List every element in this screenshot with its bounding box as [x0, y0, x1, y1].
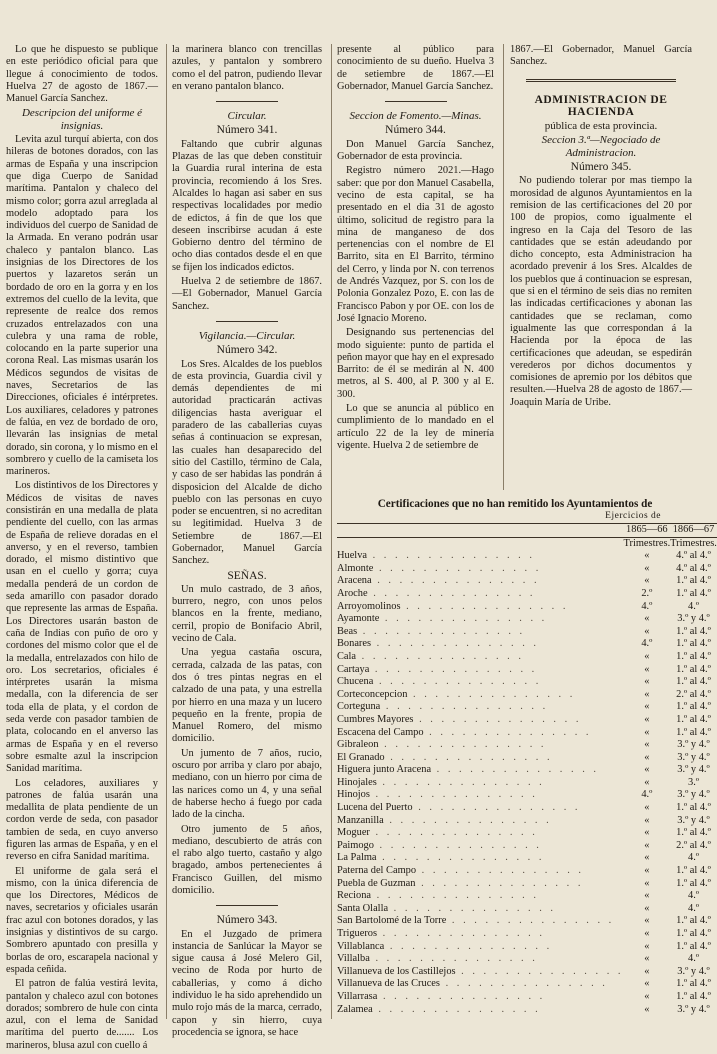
quarter-1865-66: «: [644, 990, 650, 1002]
column-2: [172, 44, 322, 1041]
quarter-1866-67: 3.º y 4.º: [677, 739, 710, 751]
quarter-1866-67: 4.º: [688, 852, 700, 864]
leader-dots: . . . . . . . . . . . . . . .: [369, 827, 538, 839]
quarter-1866-67: 1.º al 4.º: [676, 676, 711, 688]
quarter-1865-66: «: [644, 751, 650, 763]
table-row: [337, 764, 717, 777]
leader-dots: . . . . . . . . . . . . . . .: [413, 713, 582, 725]
quarter-1866-67: 4.º: [688, 953, 700, 965]
municipality-name: Santa Olalla: [337, 902, 389, 914]
municipality-name: Hinojos: [337, 789, 370, 801]
quarter-1865-66: «: [644, 953, 650, 965]
quarter-1865-66: «: [644, 877, 650, 889]
quarter-1865-66: «: [644, 814, 650, 826]
quarter-1865-66: «: [644, 726, 650, 738]
quarter-1866-67: 1.º al 4.º: [676, 827, 711, 839]
leader-dots: . . . . . . . . . . . . . . .: [431, 764, 599, 776]
leader-dots: . . . . . . . . . . . . . . .: [373, 562, 542, 574]
leader-dots: . . . . . . . . . . . . . . .: [367, 587, 536, 599]
separator: [526, 79, 676, 82]
municipality-name: Almonte: [337, 562, 374, 574]
quarter-1865-66: «: [644, 902, 650, 914]
quarter-1866-67: 4.º: [688, 600, 700, 612]
quarter-1865-66: «: [644, 562, 650, 574]
table-row: [337, 550, 717, 563]
section-title: Seccion de Fomento.—Minas.: [349, 110, 482, 123]
leader-dots: . . . . . . . . . . . . . . .: [373, 839, 542, 851]
municipality-name: Arroyomolinos: [337, 600, 401, 612]
paragraph: Lo que he dispuesto se publique en este periódico oficial para que llegue á conocimiento de todos. Huelva 27 de agosto de 1867.—Manuel García Sanchez.: [6, 44, 158, 105]
table-row: [337, 613, 717, 626]
quarter-1865-66: «: [644, 776, 650, 788]
paragraph: El patron de falúa vestirá levita, pantalon y chaleco azul con botones dorados; sombrero de hule con cinta azul, con el lema de Sanidad marítima del puerto de....... Los marineros, blusa azul con cuello á: [6, 978, 158, 1051]
table-row: [337, 966, 717, 979]
separator: [216, 101, 278, 102]
leader-dots: . . . . . . . . . . . . . . .: [371, 638, 539, 650]
quarter-1865-66: «: [644, 625, 650, 637]
quarter-1865-66: «: [644, 915, 650, 927]
quarter-1865-66: 4.º: [641, 789, 653, 801]
leader-dots: . . . . . . . . . . . . . . .: [455, 965, 624, 977]
quarter-1865-66: 4.º: [641, 638, 653, 650]
table-row: [337, 840, 717, 853]
leader-dots: . . . . . . . . . . . . . . .: [367, 550, 535, 562]
section-title: Seccion 3.ª—Negociado de Administracion.: [541, 134, 661, 159]
table-row: [337, 739, 717, 752]
leader-dots: . . . . . . . . . . . . . . .: [377, 928, 545, 939]
municipality-name: Bonares: [337, 638, 372, 650]
quarter-1866-67: 1.º al 4.º: [676, 701, 711, 713]
paragraph: Lo que se anuncia al público en cumplimiento de lo mandado en el artículo 22 de la ley de minería vigente. Huelva 2 de setiembre de: [337, 403, 494, 451]
section-heading: ADMINISTRACION DE HACIENDA: [534, 93, 668, 118]
municipality-name: Beas: [337, 625, 358, 637]
quarter-1866-67: 1.º al 4.º: [676, 587, 711, 599]
quarter-1865-66: «: [644, 739, 650, 751]
quarter-1866-67: 3.º y 4.º: [677, 764, 710, 776]
table-row: [337, 651, 717, 664]
quarter-1865-66: «: [644, 650, 650, 662]
paragraph: Registro número 2021.—Hago saber: que por don Manuel Casabella, vecino de esta capital, se ha presentado en el dia 31 de agosto último, solicitud de registro para la mina de manganeso de dos pertenencias con el nombre de El Barrito, sita en El Barrito, término del Cerro, y linda por N. con terrenos de Andrés Vazquez, por S. con los de Polonia Gonzalez Pozo, E. con las de Francisco Pabon y por OE. con los de José Ignacio Moreno.: [337, 165, 494, 324]
quarter-1866-67: 2.º al 4.º: [676, 839, 711, 851]
leader-dots: . . . . . . . . . . . . . . .: [439, 978, 608, 990]
column-3: [337, 44, 494, 454]
leader-dots: . . . . . . . . . . . . . . .: [384, 940, 553, 952]
table-row: [337, 626, 717, 639]
municipality-name: Zalamea: [337, 1003, 373, 1015]
quarter-1865-66: «: [644, 713, 650, 725]
quarter-1865-66: «: [644, 865, 650, 877]
quarter-1866-67: 1.º al 4.º: [676, 940, 711, 952]
quarter-1866-67: 1.º al 4.º: [676, 726, 711, 738]
table-body: [337, 550, 717, 1016]
quarter-1866-67: 1.º al 4.º: [676, 713, 711, 725]
table-row: [337, 827, 717, 840]
leader-dots: . . . . . . . . . . . . . . .: [416, 865, 584, 877]
column-divider: [166, 44, 167, 1019]
leader-dots: . . . . . . . . . . . . . . .: [377, 990, 546, 1002]
table-row: [337, 890, 717, 903]
column-subheader: Trimestres.: [670, 537, 717, 549]
quarter-1866-67: 3.º y 4.º: [677, 613, 710, 625]
paragraph: No pudiendo tolerar por mas tiempo la morosidad de algunos Ayuntamientos en la remision de las certificaciones del 20 por 100 de propios, como igualmente el ingreso en la Caja del Tesoro de las cantidades que se están adeudando por dicho concepto, esta Administracion ha acordado prevenir á los Sres. Alcaldes de los pueblos que á continuacion se espresan, que si en el término de seis dias no remiten las indicadas certificaciones y abonan las cantidades que se reclaman, como igualmente las que correspondan á la Hacienda por la época de las certificaciones que adeudan, se espedirán verederos por dichos documentos y comisiones de apremio por los débitos que resulten.—Huelva 28 de agosto de 1867.—Joaquin María de Uribe.: [510, 175, 692, 408]
table-row: [337, 601, 717, 614]
paragraph: presente al público para conocimiento de su dueño. Huelva 3 de setiembre de 1867.—El Gobernador, Manuel García Sanchez.: [337, 44, 494, 92]
paragraph: 1867.—El Gobernador, Manuel García Sanchez.: [510, 44, 692, 68]
column-divider: [503, 44, 504, 490]
quarter-1866-67: 1.º al 4.º: [676, 928, 711, 939]
leader-dots: . . . . . . . . . . . . . . .: [383, 814, 552, 826]
section-title: Vigilancia.—Circular.: [198, 329, 296, 342]
quarter-1865-66: «: [644, 827, 650, 839]
notice-number: Número 345.: [570, 161, 632, 174]
paragraph: En el Juzgado de primera instancia de Sanlúcar la Mayor se sigue causa á José Melero Gil, vecino de Roda por hurto de caballerias, y como á dicho individuo le ha sido aprehendido un mulo rojo más de la marca, cerrado, capon y sin hierro, cuya procedencia se ignora, se hace: [172, 928, 322, 1038]
quarter-1865-66: «: [644, 688, 650, 700]
municipality-name: Huelva: [337, 550, 368, 562]
section-subheading: pública de esta provincia.: [544, 120, 658, 133]
leader-dots: . . . . . . . . . . . . . . .: [380, 701, 549, 713]
table-row: [337, 815, 717, 828]
quarter-1866-67: 1.º al 4.º: [676, 990, 711, 1002]
quarter-1866-67: 1.º al 4.º: [676, 978, 711, 990]
table-row: [337, 575, 717, 588]
leader-dots: . . . . . . . . . . . . . . .: [423, 726, 592, 738]
municipality-name: Chucena: [337, 676, 374, 688]
leader-dots: . . . . . . . . . . . . . . .: [369, 953, 538, 965]
paragraph: Don Manuel García Sanchez, Gobernador de esta provincia.: [337, 138, 494, 163]
table-row: [337, 588, 717, 601]
paragraph: Los Sres. Alcaldes de los pueblos de esta provincia, Guardia civil y demás dependientes de mi autoridad practicarán activas diligencias hasta averiguar el paradero de las caballerias cuyas señas á continuacion se expresan, las cuales han desaparecido del sitio del Castillo, término de Cala, y caso de ser habidas las pondrán á disposicion del Alcalde de dicho pueblo con las personas en cuyo poder se encuentren, si no acreditan su legitimidad. Huelva 3 de Setiembre de 1867.—El Gobernador, Manuel García Sanchez.: [172, 358, 322, 567]
table-row: [337, 727, 717, 740]
leader-dots: . . . . . . . . . . . . . . .: [369, 789, 538, 801]
notice-number: Número 343.: [216, 914, 278, 927]
municipality-name: Reciona: [337, 890, 372, 902]
quarter-1866-67: 4.º: [688, 890, 700, 902]
column-header: 1866—67: [670, 524, 717, 538]
leader-dots: . . . . . . . . . . . . . . .: [388, 902, 557, 914]
table-row: [337, 878, 717, 891]
quarter-1866-67: 1.º al 4.º: [676, 625, 711, 637]
municipality-name: Villalba: [337, 953, 370, 965]
certificates-table: [337, 523, 717, 1016]
table-subtitle: Ejercicios de: [605, 511, 661, 521]
certificates-table-section: [337, 498, 717, 1016]
municipality-name: Villanueva de las Cruces: [337, 978, 440, 990]
municipality-name: Paimogo: [337, 839, 374, 851]
municipality-name: Gibraleon: [337, 739, 379, 751]
table-row: [337, 752, 717, 765]
leader-dots: . . . . . . . . . . . . . . .: [415, 877, 584, 889]
quarter-1866-67: 1.º al 4.º: [676, 915, 711, 927]
leader-dots: . . . . . . . . . . . . . . .: [407, 688, 576, 700]
paragraph: Designando sus pertenencias del modo siguiente: punto de partida el peñon mayor que hay en el expresado Barrito: de él se medirán al N. 400 metros, al S. 400, al P. 300 y al E. 300.: [337, 327, 494, 400]
quarter-1865-66: «: [644, 676, 650, 688]
municipality-name: La Palma: [337, 852, 377, 864]
quarter-1866-67: 1.º al 4.º: [676, 638, 711, 650]
municipality-name: Cumbres Mayores: [337, 713, 414, 725]
column-subheader: Trimestres.: [623, 537, 671, 549]
quarter-1866-67: 1.º al 4.º: [676, 802, 711, 814]
municipality-name: Corteguna: [337, 701, 381, 713]
separator: [216, 905, 278, 906]
separator: [216, 321, 278, 322]
leader-dots: . . . . . . . . . . . . . . .: [373, 676, 542, 688]
municipality-name: Corteconcepcion: [337, 688, 408, 700]
table-row: [337, 941, 717, 954]
column-4: [510, 44, 692, 411]
notice-number: Número 341.: [216, 124, 278, 137]
table-row: [337, 664, 717, 677]
table-row: [337, 953, 717, 966]
quarter-1866-67: 3.º y 4.º: [677, 814, 710, 826]
paragraph: Los distintivos de los Directores y Médicos de visitas de naves consistirán en una medalla de plata pendiente del cuello, con las armas de España de relieve doradas en el anverso, y en el reverso, tambien dorado, el mismo distintivo que usan en el cuello y gorra; cuya medalla penderá de un cordon de seda amarillo con pasador dorado que represente las armas de España. Los Directores usarán baston de caña de Indias con puño de oro y cordones del mismo color que el de la medalla, entrelazados con hilo de oro. Los secretarios, oficiales é intérpretes usarán la misma medalla, con la diferencia de ser toda ella de plata, y el cordon de seda verde con pasador tambien de plata, colocando en el anverso las armas de España y en el reverso sobre esmalte azul la inscripcion Sanidad marítima.: [6, 480, 158, 775]
municipality-name: Villanueva de los Castillejos: [337, 965, 456, 977]
notice-number: Número 342.: [216, 344, 278, 357]
leader-dots: . . . . . . . . . . . . . . .: [357, 625, 526, 637]
separator: [385, 101, 447, 102]
municipality-name: Villablanca: [337, 940, 385, 952]
municipality-name: Aracena: [337, 575, 372, 587]
quarter-1866-67: 4.º al 4.º: [676, 550, 711, 562]
leader-dots: . . . . . . . . . . . . . . .: [369, 663, 538, 675]
quarter-1866-67: 3.º y 4.º: [677, 751, 710, 763]
leader-dots: . . . . . . . . . . . . . . .: [371, 575, 540, 587]
leader-dots: . . . . . . . . . . . . . . .: [446, 915, 615, 927]
table-row: [337, 802, 717, 815]
table-row: [337, 991, 717, 1004]
table-row: [337, 903, 717, 916]
municipality-name: Higuera junto Aracena: [337, 764, 432, 776]
municipality-name: Ayamonte: [337, 613, 380, 625]
column-header: 1865—66: [624, 524, 671, 538]
paragraph: Faltando que cubrir algunas Plazas de las que deben constituir la Guardia rural interina de esta provincia, recomiendo á los Sres. Alcaldes lo hagan asi saber en sus respectivas localidades por medio de edictos, á fin de que los que deseen inscribirse acudan á este Gobierno dentro del término de ocho dias contados desde el en que se fijen los indicados edictos.: [172, 138, 322, 273]
municipality-name: Escacena del Campo: [337, 726, 424, 738]
quarter-1865-66: «: [644, 839, 650, 851]
table-row: [337, 928, 717, 941]
leader-dots: . . . . . . . . . . . . . . .: [379, 613, 548, 625]
quarter-1865-66: «: [644, 663, 650, 675]
paragraph: El uniforme de gala será el mismo, con la única diferencia de que los Directores, Médicos de naves, secretarios y oficiales usarán frac azul con botones dorados, y las insignias y distintivos de su cargo. Sombrero apuntado con presilla y borlas de oro, escarapela nacional y espada ceñida.: [6, 865, 158, 975]
paragraph: Un jumento de 7 años, rucio, oscuro por arriba y claro por abajo, mediano, con un hierro por cima de las narices como un 4, y una señal de haberse hecho á fuego por cada lado de la cincha.: [172, 747, 322, 821]
quarter-1866-67: 3.º y 4.º: [677, 789, 710, 801]
quarter-1865-66: 4.º: [641, 600, 653, 612]
leader-dots: . . . . . . . . . . . . . . .: [384, 751, 553, 763]
quarter-1866-67: 3.º: [688, 776, 700, 788]
paragraph: Los celadores, auxiliares y patrones de falúa usarán una medallita de plata pendiente de un cordon verde de seda, con pasador tambien de seda, en cuyo anverso figuren las armas de España, y en el reverso en cifra Sanidad marítima.: [6, 777, 158, 863]
leader-dots: . . . . . . . . . . . . . . .: [376, 852, 545, 864]
municipality-name: San Bartolomé de la Torre: [337, 915, 447, 927]
table-row: [337, 915, 717, 928]
municipality-name: Trigueros: [337, 928, 378, 939]
municipality-name: Manzanilla: [337, 814, 384, 826]
notice-number: Número 344.: [385, 124, 446, 137]
heading-senas: SEÑAS.: [227, 569, 267, 582]
quarter-1865-66: «: [644, 1003, 650, 1015]
paragraph: Otro jumento de 5 años, mediano, descubierto de atrás con el rabo algo tuerto, castaño y algo bragado, ambos pertenecientes á Francisco Guillen, del mismo domicilio.: [172, 823, 322, 896]
quarter-1865-66: «: [644, 575, 650, 587]
quarter-1866-67: 3.º y 4.º: [677, 965, 710, 977]
column-1: [6, 44, 158, 1054]
quarter-1865-66: 2.º: [641, 587, 653, 599]
paragraph: Levita azul turquí abierta, con dos hileras de botones dorados, con las armas de España y una inscripcion que diga Cuerpo de Sanidad marítima. Pantalon y chaleco del mismo color; gorra azul arreglada al modelo adoptado para los individuos del cuerpo de Sanidad de la Armada. En verano podrán usar chaleco y pantalon blanco. Las insignias de los Directores de los puertos y lazaretos serán un bordado de oro en la gorra y en los extremos del cuello de la levita, que represente de realce dos remos cruzados entrelazados con una culebra y una rama de roble, colocando en la parte superior una corona Real. Las mismas usarán los Médicos segundos de visitas de naves, Secretarios de las Direcciones, oficiales é intérpretes. Los auxiliares, celadores y patrones de falúa, en vez de bordado de oro, llevarán las insignias de metal dorado, sin corona, y lo mismo en el sombrero y cuello de la camiseta los marineros.: [6, 134, 158, 478]
quarter-1866-67: 1.º al 4.º: [676, 877, 711, 889]
quarter-1865-66: «: [644, 940, 650, 952]
quarter-1865-66: «: [644, 890, 650, 902]
section-title: Descripcion del uniforme é insignias.: [21, 107, 143, 132]
quarter-1866-67: 4.º al 4.º: [676, 562, 711, 574]
municipality-name: Paterna del Campo: [337, 865, 417, 877]
paragraph: Una yegua castaña oscura, cerrada, calzada de las patas, con dos ó tres pintas negras en el calzado de una pata, y una estrella por hierro en una maza y un lucero pequeño en la frente, propia de Manuel Romero, del mismo domicilio.: [172, 647, 322, 745]
municipality-name: Cartaya: [337, 663, 370, 675]
quarter-1865-66: «: [644, 802, 650, 814]
quarter-1866-67: 2.º al 4.º: [676, 688, 711, 700]
table-row: [337, 777, 717, 790]
municipality-name: Hinojales: [337, 776, 377, 788]
quarter-1865-66: «: [644, 550, 650, 562]
quarter-1866-67: 1.º al 4.º: [676, 650, 711, 662]
table-row: [337, 689, 717, 702]
table-row: [337, 701, 717, 714]
table-row: [337, 638, 717, 651]
quarter-1865-66: «: [644, 928, 650, 939]
quarter-1865-66: «: [644, 852, 650, 864]
table-row: [337, 789, 717, 802]
table-row: [337, 676, 717, 689]
column-divider: [331, 44, 332, 1019]
municipality-name: Cala: [337, 650, 357, 662]
leader-dots: . . . . . . . . . . . . . . .: [372, 1003, 541, 1015]
quarter-1866-67: 4.º: [688, 902, 700, 914]
quarter-1865-66: «: [644, 978, 650, 990]
municipality-name: Moguer: [337, 827, 370, 839]
table-row: [337, 714, 717, 727]
municipality-name: Lucena del Puerto: [337, 802, 413, 814]
section-title: Circular.: [227, 110, 267, 123]
table-row: [337, 978, 717, 991]
quarter-1866-67: 3.º y 4.º: [677, 1003, 710, 1015]
leader-dots: . . . . . . . . . . . . . . .: [378, 739, 547, 751]
municipality-name: Villarrasa: [337, 990, 378, 1002]
municipality-name: El Granado: [337, 751, 385, 763]
table-row: [337, 852, 717, 865]
municipality-name: Puebla de Guzman: [337, 877, 416, 889]
leader-dots: . . . . . . . . . . . . . . .: [412, 802, 581, 814]
municipality-name: Aroche: [337, 587, 368, 599]
leader-dots: . . . . . . . . . . . . . . .: [371, 890, 539, 902]
paragraph: Un mulo castrado, de 3 años, burrero, negro, con unos pelos blancos en la frente, mediano, cerril, propio de Bonifacio Abril, vecino de Cala.: [172, 583, 322, 645]
table-row: [337, 865, 717, 878]
table-row: [337, 563, 717, 576]
paragraph: Huelva 2 de setiembre de 1867. —El Gobernador, Manuel García Sanchez.: [172, 276, 322, 312]
leader-dots: . . . . . . . . . . . . . . .: [376, 776, 545, 788]
quarter-1866-67: 1.º al 4.º: [676, 663, 711, 675]
quarter-1865-66: «: [644, 701, 650, 713]
quarter-1866-67: 1.º al 4.º: [676, 865, 711, 877]
quarter-1865-66: «: [644, 764, 650, 776]
table-title: Certificaciones que no han remitido los Ayuntamientos de: [377, 498, 653, 510]
leader-dots: . . . . . . . . . . . . . . .: [356, 650, 524, 662]
leader-dots: . . . . . . . . . . . . . . .: [400, 600, 569, 612]
quarter-1866-67: 1.º al 4.º: [676, 575, 711, 587]
quarter-1865-66: «: [644, 965, 650, 977]
table-row: [337, 1004, 717, 1017]
paragraph: la marinera blanco con trencillas azules, y pantalon y sombrero como el del patron, pudiendo llevar en verano pantalon blanco.: [172, 44, 322, 92]
quarter-1865-66: «: [644, 613, 650, 625]
